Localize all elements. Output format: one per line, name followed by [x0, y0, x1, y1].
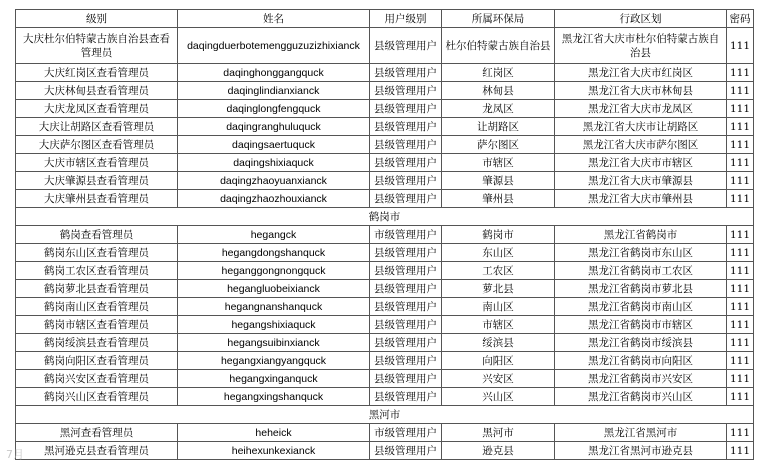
table-row	[16, 190, 754, 208]
cell-user-level: 县级管理用户	[370, 388, 442, 406]
cell-name: daqingzhaozhouxianck	[178, 190, 370, 208]
section-row	[16, 406, 754, 424]
cell-password: 111	[727, 244, 754, 262]
cell-password: 111	[727, 334, 754, 352]
cell-region: 黑龙江省鹤岗市兴安区	[555, 370, 727, 388]
table-row	[16, 244, 754, 262]
table-row	[16, 316, 754, 334]
cell-region: 黑龙江省鹤岗市工农区	[555, 262, 727, 280]
header-epb: 所属环保局	[442, 10, 555, 28]
table-row	[16, 172, 754, 190]
cell-level: 鹤岗兴安区查看管理员	[16, 370, 178, 388]
table-row	[16, 424, 754, 442]
cell-level: 大庆龙凤区查看管理员	[16, 100, 178, 118]
cell-password: 111	[727, 424, 754, 442]
cell-epb: 东山区	[442, 244, 555, 262]
cell-level: 鹤岗查看管理员	[16, 226, 178, 244]
cell-password: 111	[727, 280, 754, 298]
cell-level: 黑河查看管理员	[16, 424, 178, 442]
table-row	[16, 226, 754, 244]
cell-user-level: 县级管理用户	[370, 370, 442, 388]
cell-epb: 杜尔伯特蒙古族自治县	[442, 28, 555, 64]
cell-name: hegangxinganquck	[178, 370, 370, 388]
cell-region: 黑龙江省大庆市杜尔伯特蒙古族自治县	[555, 28, 727, 64]
table-row	[16, 118, 754, 136]
cell-user-level: 县级管理用户	[370, 82, 442, 100]
cell-name: heihexunkexianck	[178, 442, 370, 460]
cell-region: 黑龙江省黑河市	[555, 424, 727, 442]
cell-region: 黑龙江省鹤岗市市辖区	[555, 316, 727, 334]
section-title: 黑河市	[16, 406, 754, 424]
table-row	[16, 334, 754, 352]
cell-name: hegangxiangyangquck	[178, 352, 370, 370]
cell-region: 黑龙江省鹤岗市绥滨县	[555, 334, 727, 352]
header-password: 密码	[727, 10, 754, 28]
section-row	[16, 208, 754, 226]
header-row	[16, 10, 754, 28]
cell-level: 黑河逊克县查看管理员	[16, 442, 178, 460]
cell-epb: 龙凤区	[442, 100, 555, 118]
cell-password: 111	[727, 226, 754, 244]
table-row	[16, 136, 754, 154]
cell-region: 黑龙江省大庆市市辖区	[555, 154, 727, 172]
cell-region: 黑龙江省大庆市肇源县	[555, 172, 727, 190]
cell-user-level: 县级管理用户	[370, 262, 442, 280]
cell-level: 大庆让胡路区查看管理员	[16, 118, 178, 136]
cell-user-level: 县级管理用户	[370, 28, 442, 64]
cell-region: 黑龙江省鹤岗市东山区	[555, 244, 727, 262]
cell-level: 鹤岗向阳区查看管理员	[16, 352, 178, 370]
cell-region: 黑龙江省黑河市逊克县	[555, 442, 727, 460]
cell-user-level: 县级管理用户	[370, 190, 442, 208]
admin-account-table	[15, 9, 754, 460]
cell-level: 鹤岗兴山区查看管理员	[16, 388, 178, 406]
cell-epb: 让胡路区	[442, 118, 555, 136]
cell-level: 大庆红岗区查看管理员	[16, 64, 178, 82]
cell-password: 111	[727, 442, 754, 460]
cell-name: hegangluobeixianck	[178, 280, 370, 298]
cell-user-level: 县级管理用户	[370, 172, 442, 190]
cell-user-level: 县级管理用户	[370, 334, 442, 352]
cell-level: 鹤岗东山区查看管理员	[16, 244, 178, 262]
cell-password: 111	[727, 100, 754, 118]
cell-password: 111	[727, 136, 754, 154]
table-row	[16, 28, 754, 64]
cell-epb: 市辖区	[442, 316, 555, 334]
cell-password: 111	[727, 298, 754, 316]
cell-password: 111	[727, 190, 754, 208]
cell-epb: 萝北县	[442, 280, 555, 298]
cell-epb: 兴山区	[442, 388, 555, 406]
cell-user-level: 市级管理用户	[370, 226, 442, 244]
table-row	[16, 82, 754, 100]
cell-epb: 兴安区	[442, 370, 555, 388]
cell-epb: 红岗区	[442, 64, 555, 82]
cell-level: 鹤岗绥滨县查看管理员	[16, 334, 178, 352]
watermark: 7月	[6, 448, 24, 461]
cell-epb: 萨尔图区	[442, 136, 555, 154]
cell-level: 鹤岗市辖区查看管理员	[16, 316, 178, 334]
table-row	[16, 262, 754, 280]
cell-password: 111	[727, 82, 754, 100]
cell-user-level: 县级管理用户	[370, 118, 442, 136]
cell-level: 大庆萨尔图区查看管理员	[16, 136, 178, 154]
cell-region: 黑龙江省鹤岗市	[555, 226, 727, 244]
cell-name: hegangsuibinxianck	[178, 334, 370, 352]
cell-epb: 南山区	[442, 298, 555, 316]
cell-level: 大庆肇州县查看管理员	[16, 190, 178, 208]
cell-user-level: 县级管理用户	[370, 100, 442, 118]
cell-region: 黑龙江省大庆市让胡路区	[555, 118, 727, 136]
cell-user-level: 县级管理用户	[370, 298, 442, 316]
cell-level: 大庆市辖区查看管理员	[16, 154, 178, 172]
cell-epb: 黑河市	[442, 424, 555, 442]
cell-user-level: 市级管理用户	[370, 424, 442, 442]
cell-password: 111	[727, 154, 754, 172]
cell-name: heganggongnongquck	[178, 262, 370, 280]
cell-name: hegangck	[178, 226, 370, 244]
cell-name: hegangnanshanquck	[178, 298, 370, 316]
cell-epb: 绥滨县	[442, 334, 555, 352]
cell-user-level: 县级管理用户	[370, 244, 442, 262]
cell-name: heheick	[178, 424, 370, 442]
cell-user-level: 县级管理用户	[370, 64, 442, 82]
cell-password: 111	[727, 118, 754, 136]
cell-password: 111	[727, 316, 754, 334]
cell-user-level: 县级管理用户	[370, 280, 442, 298]
cell-region: 黑龙江省鹤岗市兴山区	[555, 388, 727, 406]
cell-region: 黑龙江省大庆市龙凤区	[555, 100, 727, 118]
cell-epb: 鹤岗市	[442, 226, 555, 244]
cell-region: 黑龙江省大庆市红岗区	[555, 64, 727, 82]
cell-name: daqingranghuluquck	[178, 118, 370, 136]
cell-name: daqingshixiaquck	[178, 154, 370, 172]
cell-user-level: 县级管理用户	[370, 136, 442, 154]
cell-password: 111	[727, 352, 754, 370]
cell-epb: 逊克县	[442, 442, 555, 460]
cell-password: 111	[727, 172, 754, 190]
cell-user-level: 县级管理用户	[370, 154, 442, 172]
table-row	[16, 370, 754, 388]
table-body	[16, 10, 754, 460]
table-row	[16, 100, 754, 118]
cell-user-level: 县级管理用户	[370, 442, 442, 460]
cell-region: 黑龙江省大庆市林甸县	[555, 82, 727, 100]
header-level: 级别	[16, 10, 178, 28]
cell-name: hegangdongshanquck	[178, 244, 370, 262]
cell-name: daqinghonggangquck	[178, 64, 370, 82]
cell-password: 111	[727, 64, 754, 82]
cell-user-level: 县级管理用户	[370, 316, 442, 334]
cell-level: 大庆肇源县查看管理员	[16, 172, 178, 190]
cell-level: 大庆林甸县查看管理员	[16, 82, 178, 100]
cell-epb: 市辖区	[442, 154, 555, 172]
cell-name: daqinglindianxianck	[178, 82, 370, 100]
header-region: 行政区划	[555, 10, 727, 28]
cell-name: daqingzhaoyuanxianck	[178, 172, 370, 190]
cell-level: 鹤岗萝北县查看管理员	[16, 280, 178, 298]
table-row	[16, 280, 754, 298]
cell-password: 111	[727, 388, 754, 406]
table-row	[16, 298, 754, 316]
cell-epb: 工农区	[442, 262, 555, 280]
table-row	[16, 442, 754, 460]
cell-region: 黑龙江省大庆市萨尔图区	[555, 136, 727, 154]
cell-user-level: 县级管理用户	[370, 352, 442, 370]
table-row	[16, 154, 754, 172]
table-row	[16, 64, 754, 82]
table-row	[16, 388, 754, 406]
cell-region: 黑龙江省鹤岗市南山区	[555, 298, 727, 316]
cell-epb: 肇源县	[442, 172, 555, 190]
cell-epb: 向阳区	[442, 352, 555, 370]
section-title: 鹤岗市	[16, 208, 754, 226]
cell-name: hegangshixiaquck	[178, 316, 370, 334]
cell-password: 111	[727, 370, 754, 388]
cell-name: daqingsaertuquck	[178, 136, 370, 154]
cell-name: daqinglongfengquck	[178, 100, 370, 118]
cell-region: 黑龙江省大庆市肇州县	[555, 190, 727, 208]
cell-level: 大庆杜尔伯特蒙古族自治县查看管理员	[16, 28, 178, 64]
cell-level: 鹤岗工农区查看管理员	[16, 262, 178, 280]
cell-region: 黑龙江省鹤岗市向阳区	[555, 352, 727, 370]
cell-name: hegangxingshanquck	[178, 388, 370, 406]
cell-name: daqingduerbotemengguzuzizhixianck	[178, 28, 370, 64]
cell-level: 鹤岗南山区查看管理员	[16, 298, 178, 316]
header-user-level: 用户级别	[370, 10, 442, 28]
cell-region: 黑龙江省鹤岗市萝北县	[555, 280, 727, 298]
table-row	[16, 352, 754, 370]
cell-epb: 肇州县	[442, 190, 555, 208]
cell-epb: 林甸县	[442, 82, 555, 100]
cell-password: 111	[727, 262, 754, 280]
cell-password: 111	[727, 28, 754, 64]
header-name: 姓名	[178, 10, 370, 28]
